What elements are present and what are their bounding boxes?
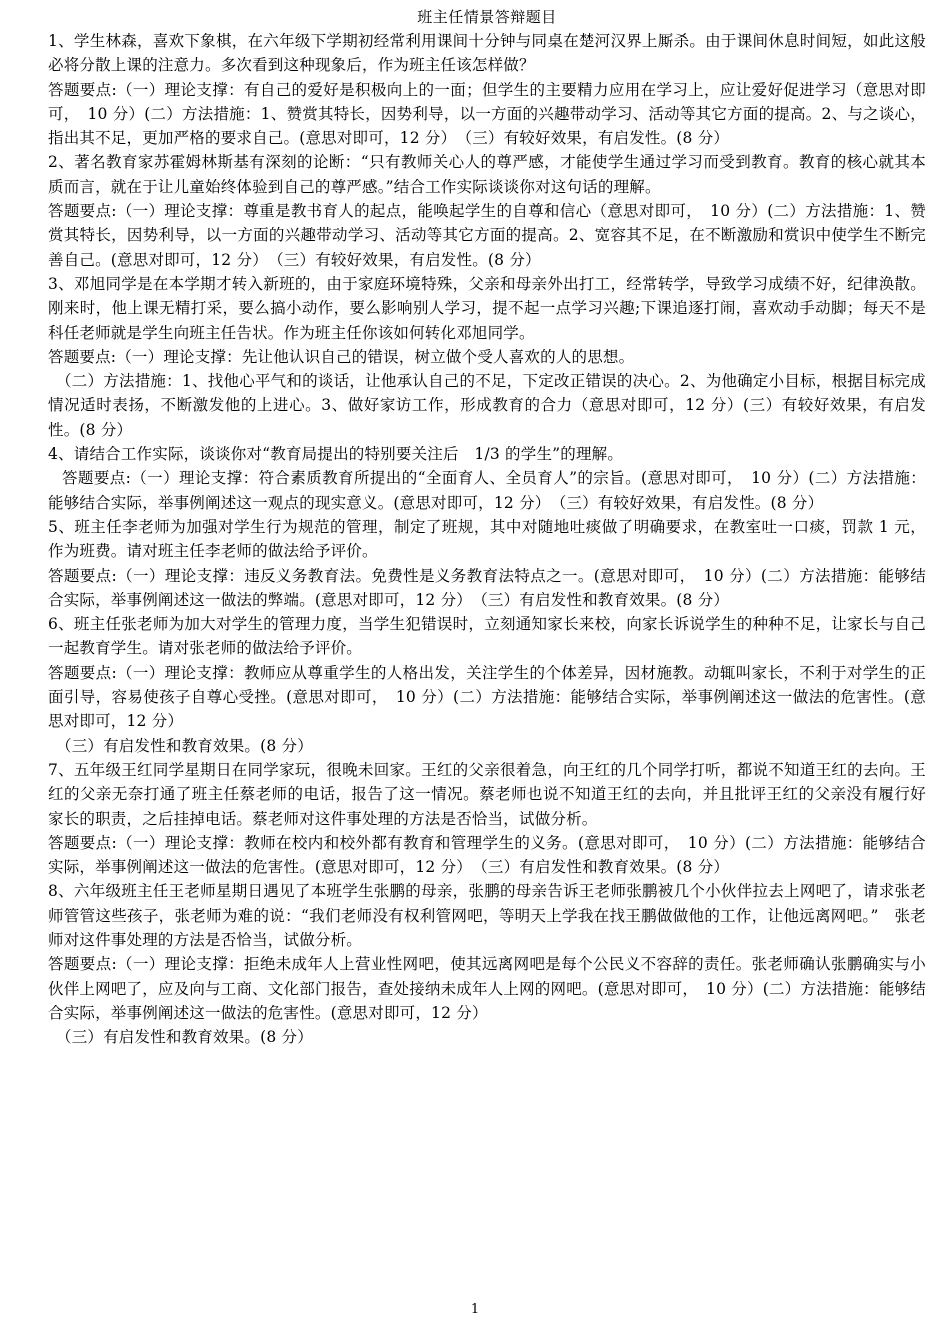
answer-7: 答题要点:（一）理论支撑：教师在校内和校外都有教育和管理学生的义务。(意思对即可， 10 分）(二）方法措施：能够结合实际，举事例阐述这一做法的危害性。(意思对即可，12 分） （三）有启发性和教育效果。(8 分） — [48, 833, 926, 877]
document-title: 班主任情景答辩题目 — [417, 8, 557, 26]
question-5: 5、班主任李老师为加强对学生行为规范的管理，制定了班规，其中对随地吐痰做了明确要求，在教室吐一口痰，罚款 1 元，作为班费。请对班主任李老师的做法给予评价。 — [48, 517, 926, 561]
question-4: 4、请结合工作实际，谈谈你对“教育局提出的特别要关注后 1/3 的学生”的理解。 — [48, 445, 624, 464]
answer-8-part-1: 答题要点:（一）理论支撑：拒绝未成年人上营业性网吧，使其远离网吧是每个公民义不容辞的责任。张老师确认张鹏确实与小伙伴上网吧了，应及向与工商、文化部门报告，查处接纳未成年人上网的网吧。(意思对即可， 10 分）(二）方法措施：能够结合实际，举事例阐述这一做法的危害性。(意思对即可，12 分） — [48, 955, 926, 1022]
question-1: 1、学生林森，喜欢下象棋，在六年级下学期初经常利用课间十分钟与同桌在楚河汉界上厮杀。由于课间休息时间短，如此这般必将分散上课的注意力。多次看到这种现象后，作为班主任该怎样做？ — [48, 32, 926, 75]
answer-3-part-2: （二）方法措施：1、找他心平气和的谈话，让他承认自己的不足，下定改正错误的决心。2、为他确定小目标，根据目标完成情况适时表扬，不断激发他的上进心。3、做好家访工作，形成教育的合力（意思对即可，12 分）(三）有较好效果，有启发性。(8 分） — [48, 372, 926, 439]
question-8: 8、六年级班主任王老师星期日遇见了本班学生张鹏的母亲，张鹏的母亲告诉王老师张鹏被几个小伙伴拉去上网吧了，请求张老师管管这些孩子，张老师为难的说：“我们老师没有权利管网吧，等明天上学我在找王鹏做做他的工作，让他远离网吧。” 张老师对这件事处理的方法是否恰当，试做分析。 — [48, 882, 926, 949]
answer-8-part-2: （三）有启发性和教育效果。(8 分） — [56, 1028, 313, 1047]
answer-3-part-1: 答题要点:（一）理论支撑：先让他认识自己的错误，树立做个受人喜欢的人的思想。 — [48, 347, 635, 366]
question-2: 2、著名教育家苏霍姆林斯基有深刻的论断：“只有教师关心人的尊严感，才能使学生通过学习而受到教育。教育的核心就其本质而言，就在于让儿童始终体验到自己的尊严感。”结合工作实际谈谈你对这句话的理解。 — [48, 153, 926, 196]
question-3: 3、邓旭同学是在本学期才转入新班的，由于家庭环境特殊，父亲和母亲外出打工，经常转学，导致学习成绩不好，纪律涣散。刚来时，他上课无精打采，要么搞小动作，要么影响别人学习，提不起一点学习兴趣;下课追逐打闹，喜欢动手动脚；每天不是科任老师就是学生向班主任告状。作为班主任你该如何转化邓旭同学。 — [48, 274, 926, 342]
question-6: 6、班主任张老师为加大对学生的管理力度，当学生犯错误时，立刻通知家长来校，向家长诉说学生的种种不足，让家长与自己一起教育学生。请对张老师的做法给予评价。 — [48, 615, 926, 658]
page-number: 1 — [470, 1302, 480, 1317]
answer-1: 答题要点:（一）理论支撑：有自己的爱好是积极向上的一面；但学生的主要精力应用在学习上，应让爱好促进学习（意思对即可， 10 分）(二）方法措施：1、赞赏其特长，因势利导，以一方面的兴趣带动学习、活动等其它方面的提高。2、与之谈心，指出其不足，更加严格的要求自己。(意思对即可，12 分） （三）有较好效果，有启发性。(8 分） — [48, 80, 926, 148]
answer-6-part-2: （三）有启发性和教育效果。(8 分） — [56, 736, 313, 755]
question-7: 7、五年级王红同学星期日在同学家玩，很晚未回家。王红的父亲很着急，向王红的几个同学打听，都说不知道王红的去向。王红的父亲无奈打通了班主任蔡老师的电话，报告了这一情况。蔡老师也说不知道王红的去向，并且批评王红的父亲没有履行好家长的职责，之后挂掉电话。蔡老师对这件事处理的方法是否恰当，试做分析。 — [48, 760, 926, 828]
answer-5: 答题要点:（一）理论支撑：违反义务教育法。免费性是义务教育法特点之一。(意思对即可， 10 分）(二）方法措施：能够结合实际，举事例阐述这一做法的弊端。(意思对即可，12 分） （三）有启发性和教育效果。(8 分） — [48, 566, 926, 609]
answer-4: 答题要点:（一）理论支撑：符合素质教育所提出的“全面育人、全员育人”的宗旨。(意思对即可， 10 分）(二）方法措施：能够结合实际，举事例阐述这一观点的现实意义。(意思对即可，12 分） （三）有较好效果，有启发性。(8 分） — [48, 469, 926, 512]
answer-2: 答题要点:（一）理论支撑：尊重是教书育人的起点，能唤起学生的自尊和信心（意思对即可， 10 分）(二）方法措施：1、赞赏其特长，因势利导，以一方面的兴趣带动学习、活动等其它方面的提高。2、宽容其不足，在不断激励和赏识中使学生不断完善自己。(意思对即可，12 分） （三）有较好效果，有启发性。(8 分） — [48, 202, 926, 269]
answer-6-part-1: 答题要点:（一）理论支撑：教师应从尊重学生的人格出发，关注学生的个体差异，因材施教。动辄叫家长，不利于对学生的正面引导，容易使孩子自尊心受挫。(意思对即可， 10 分）(二）方法措施：能够结合实际，举事例阐述这一做法的危害性。(意思对即可，12 分） — [48, 663, 926, 731]
